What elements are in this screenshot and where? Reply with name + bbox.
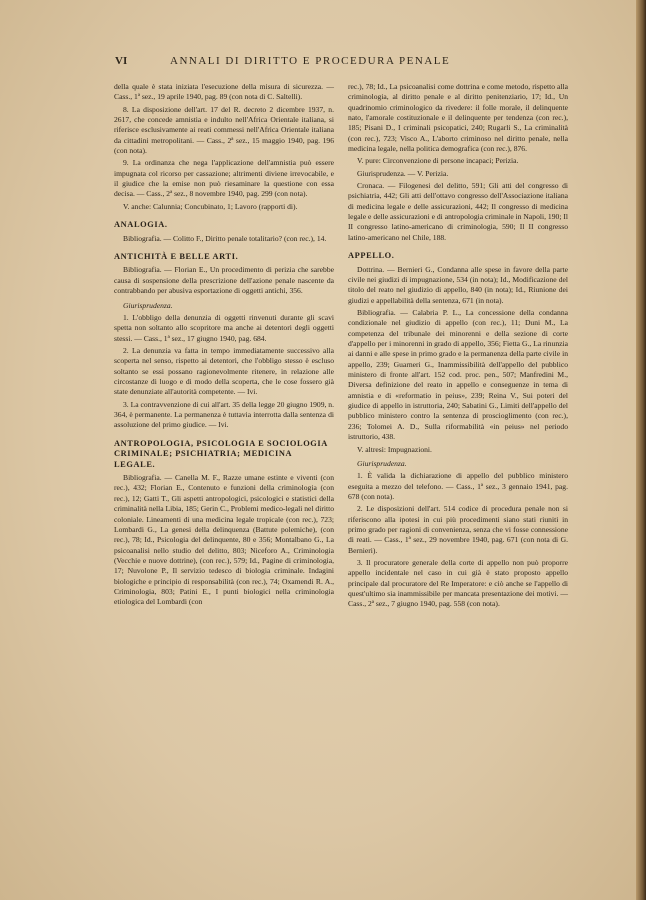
jurisprudence-item: 3. Il procuratore generale della corte di appello non può proporre appello incidentale nel caso in cui già è stato proposto appello principale dal procuratore del Re Imperatore: e ciò anche se l'appello di quest'ultimo sia inammissibile per mancata presentazione dei motivi. — Cass., 2ª sez., 7 giugno 1940, pag. 558 (con nota). <box>348 557 568 609</box>
entry-text: 8. La disposizione dell'art. 17 del R. decreto 2 dicembre 1937, n. 2617, che concede amnistia e indulto nell'Africa Orientale italiana, si riferisce esclusivamente ai reati commessi nell'Africa Orientale italiana da cittadini metropolitani. — Cass., 2ª sez., 15 maggio 1940, pag. 196 (con nota). <box>114 104 334 156</box>
jurisprudence-item: 1. È valida la dichiarazione di appello del pubblico ministero eseguita a mezzo del telefono. — Cass., 1ª sez., 3 gennaio 1941, pag. 678 (con nota). <box>348 471 568 501</box>
page-number: VI <box>115 55 128 67</box>
see-also: V. anche: Calunnia; Concubinato, 1; Lavoro (rapporti di). <box>123 201 298 211</box>
section-heading-appello: APPELLO. <box>348 251 395 261</box>
section-heading-analogia: ANALOGIA. <box>114 220 168 230</box>
see-also: V. pure: Circonvenzione di persone incapaci; Perizia. <box>357 156 519 166</box>
section-heading-antropologia: ANTROPOLOGIA, PSICOLOGIA E SOCIOLOGIA CRIMINALE; PSICHIATRIA; MEDICINA LEGALE. <box>114 438 328 469</box>
left-column <box>114 82 334 610</box>
entry-text: 9. La ordinanza che nega l'applicazione dell'amnistia può essere impugnata col ricorso per cassazione; altrimenti diviene irrevocabile, e il giudice che la emise non può riesaminare la questione con essa decisa. — Cass., 2ª sez., 8 novembre 1940, pag. 299 (con nota). <box>114 158 334 199</box>
right-column <box>348 82 568 612</box>
doctrine-entry: Dottrina. — Bernieri G., Condanna alle spese in favore della parte civile nei giudizi di impugnazione, 534 (in nota); Id., Modificazione del titolo del reato nel giudizio di appello, 840 (in nota); Id., Riunione dei giudizi e appellabilità della sentenza, 671 (in nota). <box>348 264 568 305</box>
bibliography-entry: Bibliografia. — Canella M. F., Razze umane estinte e viventi (con rec.), 432; Florian E., Contenuto e funzioni della criminologia (con rec.), 12; Gatti T., Gli aspetti antropologici, psicologici e statistici della criminalità nella Libia, 185; Gerin C., Problemi medico-legali nel diritto coloniale. Lineamenti di una medicina legale tropicale (con rec.), 723; Lombardi G., La genesi della delinquenza (Battute polemiche), (con rec.), 78; Id., Psicologia del delinquente, 80 e 356; Montalbano G., La psicoanalisi nello studio del delitto, 803; Niceforo A., Criminologia (Vecchie e nuove dottrine), (con rec.), 579; Id., Pagine di criminologia, 17; Nuvolone P., Il servizio tedesco di biologia criminale. Indagini biologiche e principio di responsabilità (con rec.), 74; Oxamendi R. A., Criminologia, 803; Patini E., I punti biologici nella criminologia etiologica del Lombardi (con <box>114 473 334 607</box>
jurisprudence-item: 3. La contravvenzione di cui all'art. 35 della legge 20 giugno 1909, n. 364, è permanente. La permanenza è tuttavia interrotta dalla sentenza di assoluzione del primo giudice. — Ivi. <box>114 399 334 430</box>
jurisprudence-item: 2. La denunzia va fatta in tempo immediatamente successivo alla scoperta nel senso, rispetto ai detentori, che l'obbligo stesso è escluso soltanto se essi possano ragionevolmente ritenere, in relazione alle circostanze di luogo e di modo della scoperta, che le cose fossero già state denunziate all'autorità competente. — Ivi. <box>114 345 334 397</box>
see-also: V. altresì: Impugnazioni. <box>357 444 432 454</box>
chronicle-entry: Cronaca. — Filogenesi del delitto, 591; Gli atti del congresso di psichiatria, 442; Gli atti dell'ottavo congresso dell'Associazione italiana di medicina legale e delle assicurazioni, 442; Il congresso di medicina legale e delle assicurazioni e di antropologia criminale in Napoli, 190; Il II congresso latino-americano di criminologia, 590; Il II congresso latino-americano nel Chile, 188. <box>348 181 568 242</box>
jurisprudence-item: 1. L'obbligo della denunzia di oggetti rinvenuti durante gli scavi spetta non soltanto allo scopritore ma anche ai detentori degli oggetti stessi. — Cass., 1ª sez., 17 giugno 1940, pag. 684. <box>114 312 334 343</box>
entry-text: della quale è stata iniziata l'esecuzione della misura di sicurezza. — Cass., 1ª sez., 19 aprile 1940, pag. 89 (con nota di C. Saltelli). <box>114 82 334 102</box>
running-header <box>115 55 635 69</box>
jurisprudence-item: 2. Le disposizioni dell'art. 514 codice di procedura penale non si riferiscono alla ipotesi in cui più procedimenti siano stati riuniti in primo grado per ragioni di convenienza, senza che vi fosse connessione di reati. — Cass., 1ª sez., 29 novembre 1940, pag. 671 (con nota di G. Bernieri). <box>348 504 568 555</box>
page-edge <box>636 0 646 900</box>
jurisprudence-label: Giurisprudenza. <box>357 458 407 468</box>
bibliography-entry: Bibliografia. — Calabria P. L., La concessione della condanna condizionale nel giudizio di appello (con rec.), 11; Duni M., La competenza del tribunale dei minorenni e della sezione di corte d'appello per i minorenni in grado di appello, 356; Fietta G., La rinunzia ai danni e alle spese in primo grado e la permanenza della parte civile in appello, 239; Guarneri G., Inammissibilità dell'appello del pubblico ministero di fronte all'art. 152 cod. proc. pen., 507; Manfredini M., Diversa definizione del reato in appello e conseguenze in tema di amnistia e di «reformatio in peius», 239; Reina V., Sui poteri del giudice di appello in istruttoria, 240; Sabatini G., Limiti dell'appello del pubblico ministero contro la sentenza di proscioglimento (con rec.), 236; Tolomei A. D., Sulla riformabilità «in peius» nel periodo istruttorio, 438. <box>348 308 568 442</box>
jurisprudence-label: Giurisprudenza. <box>123 300 173 310</box>
running-title: ANNALI DI DIRITTO E PROCEDURA PENALE <box>170 55 451 67</box>
section-heading-antichita: ANTICHITÀ E BELLE ARTI. <box>114 251 239 261</box>
bibliography-entry: Bibliografia. — Florian E., Un procedimento di perizia che sarebbe causa di sospensione della prescrizione dell'azione penale nascente da contrabbando per abusiva esportazione di oggetti antichi, 356. <box>114 265 334 296</box>
jurisprudence-reference: Giurisprudenza. — V. Perizia. <box>357 168 449 178</box>
bibliography-entry: Bibliografia. — Colitto F., Diritto penale totalitario? (con rec.), 14. <box>123 233 327 243</box>
entry-continuation: rec.), 78; Id., La psicoanalisi come dottrina e come metodo, rispetto alla criminologia, al diritto penale e al diritto penitenziario, 17; Id., Un quadrinomio criminologico da rivedere: il folle morale, il delinquente nato, l'amorale costituzionale e il delinquente per tendenza (con rec.), 185; Pisani D., I criminali psicopatici, 240; Rugarli S., La criminalità (con rec.), 723; Visco A., L'aborto criminoso nel diritto penale, nella medicina legale, nella politica demografica (con rec.), 876. <box>348 82 568 154</box>
